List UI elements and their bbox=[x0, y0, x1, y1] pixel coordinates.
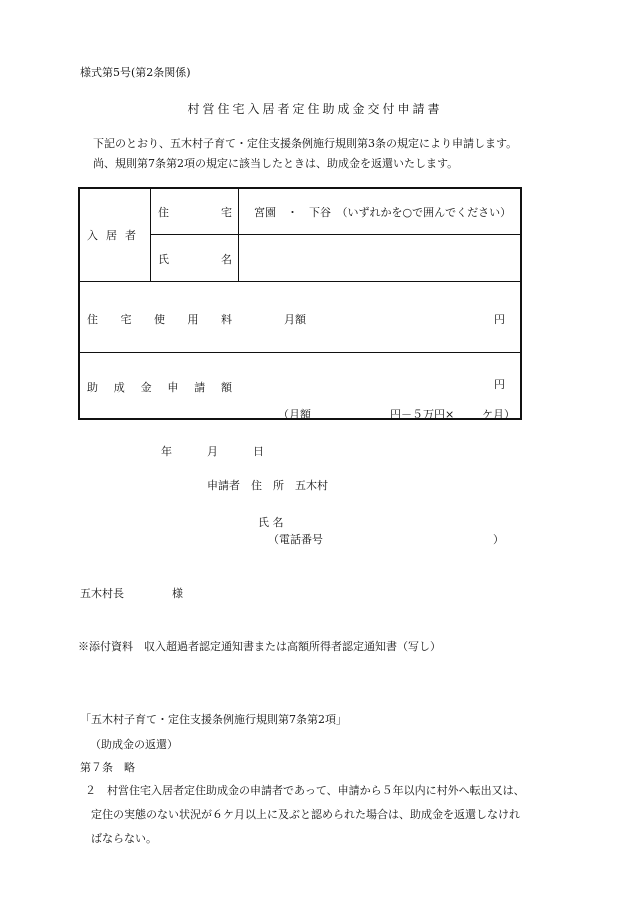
intro-line-2: 尚、規則第7条第2項の規定に該当したときは、助成金を返還いたします。 bbox=[93, 157, 459, 170]
addressee-sama: 様 bbox=[172, 587, 183, 600]
rent-monthly-label: 月額 bbox=[284, 313, 306, 326]
grant-yen: 円 bbox=[494, 378, 505, 391]
housing-value: 宮園 ・ 下谷 （いずれかを○で囲んでください） bbox=[254, 206, 512, 219]
regulation-heading: （助成金の返還） bbox=[90, 738, 178, 751]
application-table bbox=[78, 187, 522, 420]
grant-formula-mid: 円－５万円× bbox=[390, 408, 455, 421]
applicant-phone-open: （電話番号 bbox=[268, 533, 323, 546]
table-divider bbox=[80, 352, 522, 353]
label-char: 使 bbox=[154, 313, 165, 326]
regulation-paragraph-line-2: 定住の実態のない状況が６ケ月以上に及ぶと認められた場合は、助成金を返還しなけれ bbox=[91, 808, 520, 821]
table-divider bbox=[150, 189, 151, 281]
label-char: 成 bbox=[113, 381, 125, 394]
rent-yen: 円 bbox=[494, 313, 505, 326]
rent-label bbox=[87, 311, 232, 327]
date-month: 月 bbox=[207, 445, 218, 458]
label-char: 金 bbox=[140, 381, 152, 394]
regulation-title: 「五木村子育て・定住支援条例施行規則第7条第2項」 bbox=[80, 713, 347, 726]
label-char: 宅 bbox=[120, 313, 132, 326]
label-char: 住 bbox=[87, 313, 98, 326]
table-divider bbox=[150, 234, 522, 235]
label-char: 用 bbox=[187, 313, 199, 326]
regulation-paragraph-line-1: ２ 村営住宅入居者定住助成金の申請者であって、申請から５年以内に村外へ転出又は、 bbox=[85, 784, 525, 797]
applicant-address: 申請者 住 所 五木村 bbox=[207, 479, 328, 492]
resident-label: 入居者 bbox=[87, 229, 144, 242]
label-char: 請 bbox=[194, 381, 206, 394]
addressee-mayor: 五木村長 bbox=[80, 587, 124, 600]
grant-formula-left: （月額 bbox=[278, 408, 311, 421]
applicant-name: 氏 名 bbox=[258, 516, 284, 529]
name-label: 氏 名 bbox=[158, 253, 232, 266]
applicant-phone-close: ） bbox=[493, 533, 504, 546]
table-divider bbox=[238, 189, 239, 281]
housing-label: 住 宅 bbox=[158, 206, 232, 219]
table-divider bbox=[80, 281, 522, 282]
date-line bbox=[161, 443, 264, 459]
name-value-field[interactable] bbox=[242, 237, 518, 277]
date-year: 年 bbox=[161, 445, 172, 458]
attachment-note: ※添付資料 収入超過者認定通知書または高額所得者認定通知書（写し） bbox=[78, 640, 441, 653]
grant-label bbox=[87, 379, 232, 395]
date-day: 日 bbox=[253, 445, 264, 458]
label-char: 料 bbox=[221, 313, 232, 326]
label-char: 助 bbox=[87, 381, 98, 394]
regulation-paragraph-line-3: ばならない。 bbox=[91, 832, 157, 845]
label-char: 申 bbox=[167, 381, 179, 394]
grant-formula-right: ケ月） bbox=[482, 408, 515, 421]
form-number: 様式第5号(第2条関係) bbox=[80, 66, 191, 79]
intro-line-1: 下記のとおり、五木村子育て・定住支援条例施行規則第3条の規定により申請します。 bbox=[93, 137, 518, 150]
label-char: 額 bbox=[220, 381, 232, 394]
document-title: 村営住宅入居者定住助成金交付申請書 bbox=[187, 102, 443, 116]
regulation-article: 第７条 略 bbox=[80, 761, 135, 774]
